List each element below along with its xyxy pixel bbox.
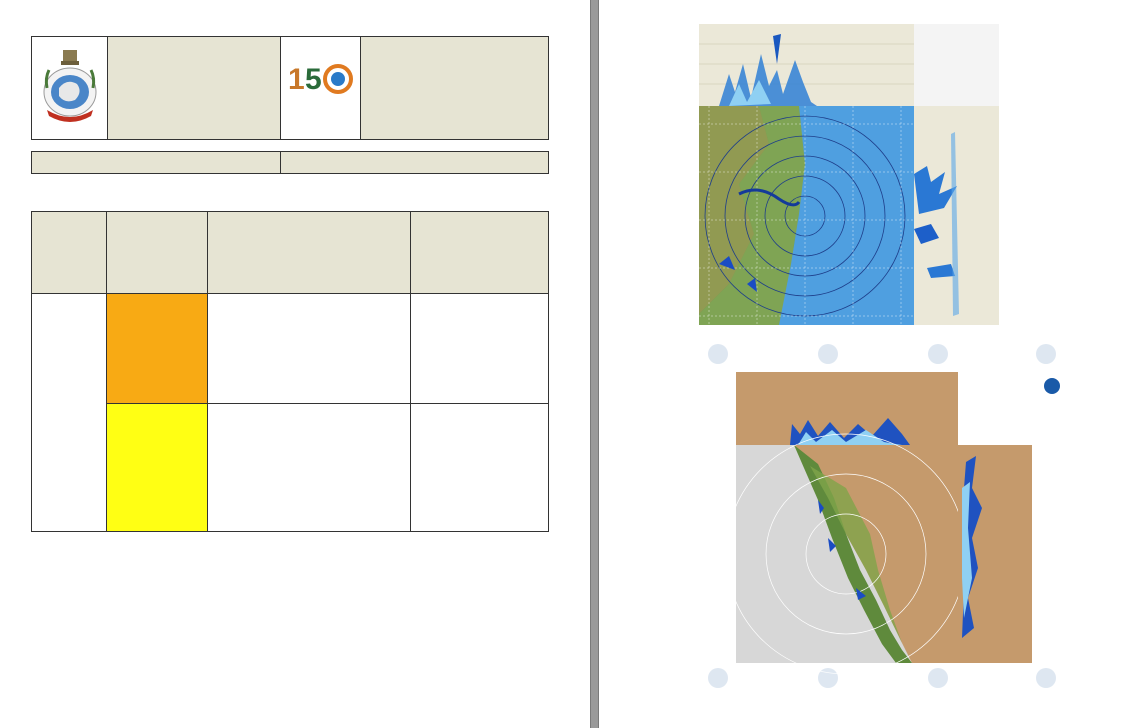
- imd-emblem-small: [1044, 378, 1060, 394]
- kochi-radar-svg: [706, 338, 1070, 688]
- table-row: [32, 404, 549, 532]
- header-district: [208, 212, 411, 294]
- district-cell: [208, 404, 411, 532]
- logo-tagline-graphic: [286, 107, 356, 121]
- impact-cell: [411, 294, 549, 404]
- header-validity: [32, 212, 107, 294]
- imd-150-logo: [281, 37, 361, 139]
- radar-page: [600, 0, 1130, 728]
- imd-emblem-icon: [39, 48, 101, 128]
- letterhead: [31, 36, 549, 140]
- tamil-address: [108, 37, 281, 139]
- warning-table: [31, 211, 549, 532]
- header-impact: [411, 212, 549, 294]
- validity-cell: [32, 294, 107, 532]
- kochi-radar-image: [706, 338, 1070, 688]
- english-address: [361, 37, 548, 139]
- impact-cell-empty: [411, 404, 549, 532]
- logo-number-5: 5: [304, 63, 322, 96]
- legend-panel-bg: [999, 24, 1038, 325]
- imd-150-logo-icon: [286, 55, 356, 107]
- table-header-row: [32, 212, 549, 294]
- issue-time: [280, 151, 549, 174]
- chennai-radar-svg: [699, 24, 1038, 325]
- issue-date: [31, 151, 281, 174]
- chennai-radar-image: [699, 24, 1038, 325]
- header-phenomena: [107, 212, 208, 294]
- logo-number-1: 1: [287, 63, 305, 96]
- table-row: [32, 294, 549, 404]
- phenomena-cell-orange: [107, 294, 208, 404]
- district-cell: [208, 294, 411, 404]
- date-bar: [31, 151, 549, 174]
- phenomena-cell-yellow: [107, 404, 208, 532]
- page-divider: [590, 0, 599, 728]
- imd-emblem: [32, 37, 108, 139]
